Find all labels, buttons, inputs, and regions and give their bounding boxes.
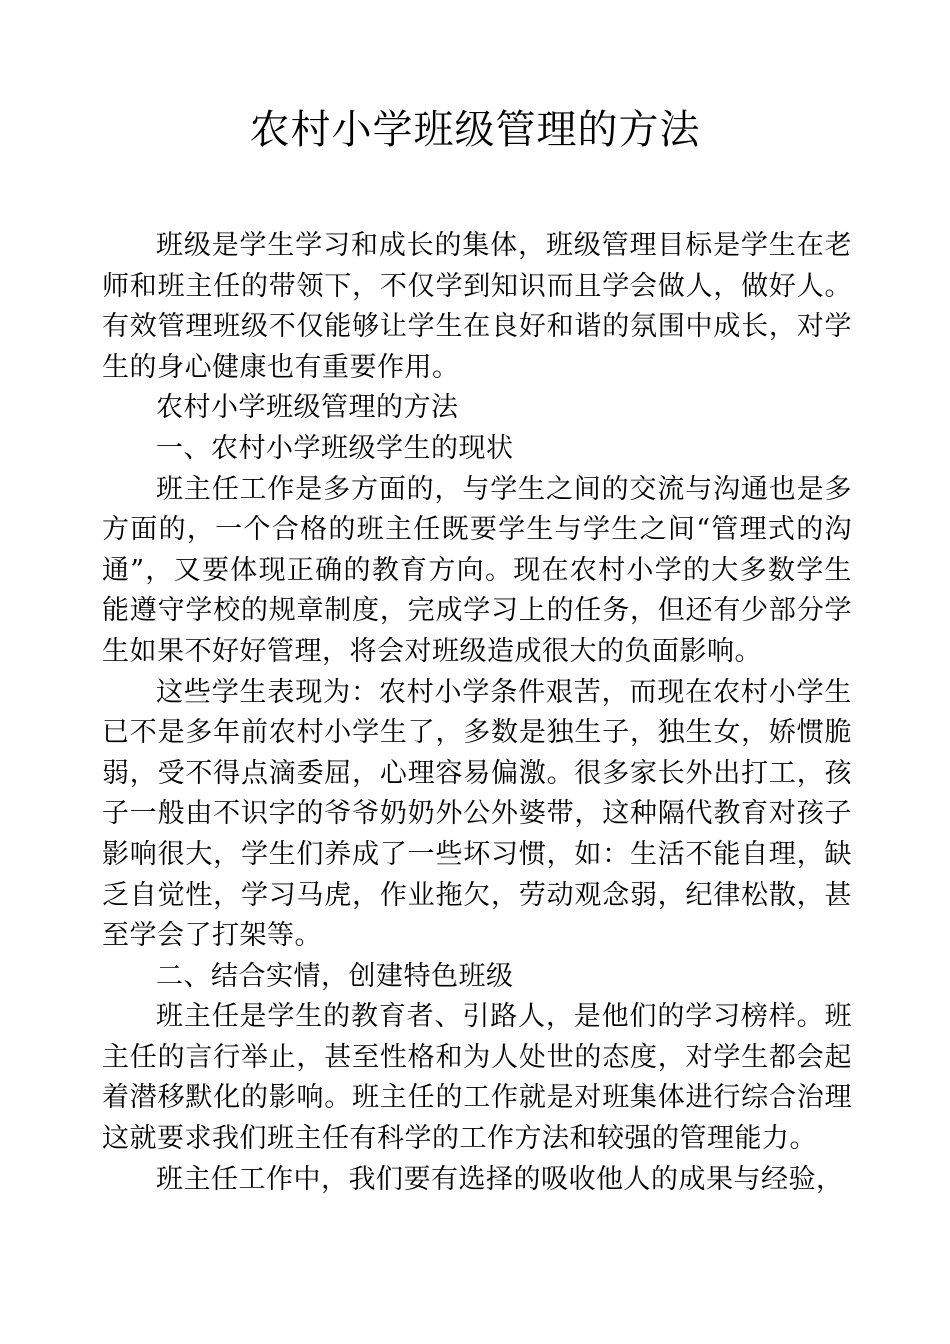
document-title: 农村小学班级管理的方法 [249,107,701,153]
paragraph-student-behavior: 这些学生表现为：农村小学条件艰苦，而现在农村小学生已不是多年前农村小学生了，多数是独生子，独生女，娇惯脆弱，受不得点滴委屈，心理容易偏激。很多家长外出打工，孩子一般由不识字的爷爷奶奶外公外婆带，这种隔代教育对孩子影响很大，学生们养成了一些坏习惯，如：生活不能自理，缺乏自觉性，学习马虎，作业拖欠，劳动观念弱，纪律松散，甚至学会了打架等。 [102,676,852,952]
paragraph-teacher-work: 班主任工作是多方面的，与学生之间的交流与沟通也是多方面的，一个合格的班主任既要学生与学生之间“管理式的沟通”，又要体现正确的教育方向。现在农村小学的大多数学生能遵守学校的规章制度，完成学习上的任务，但还有少部分学生如果不好好管理，将会对班级造成很大的负面影响。 [102,473,852,667]
section-heading-status: 一、农村小学班级学生的现状 [156,432,514,464]
paragraph-experience: 班主任工作中，我们要有选择的吸收他人的成果与经验， [156,1163,844,1195]
section-heading-featured-class: 二、结合实情，创建特色班级 [156,960,514,992]
paragraph-teacher-role: 班主任是学生的教育者、引路人，是他们的学习榜样。班主任的言行举止，甚至性格和为人处世的态度，对学生都会起着潜移默化的影响。班主任的工作就是对班集体进行综合治理这就要求我们班主任有科学的工作方法和较强的管理能力。 [102,1001,852,1155]
document-body [102,226,852,1200]
section-heading-methods: 农村小学班级管理的方法 [156,392,459,424]
paragraph-intro: 班级是学生学习和成长的集体，班级管理目标是学生在老师和班主任的带领下，不仅学到知识而且学会做人，做好人。有效管理班级不仅能够让学生在良好和谐的氛围中成长，对学生的身心健康也有重要作用。 [102,230,852,383]
